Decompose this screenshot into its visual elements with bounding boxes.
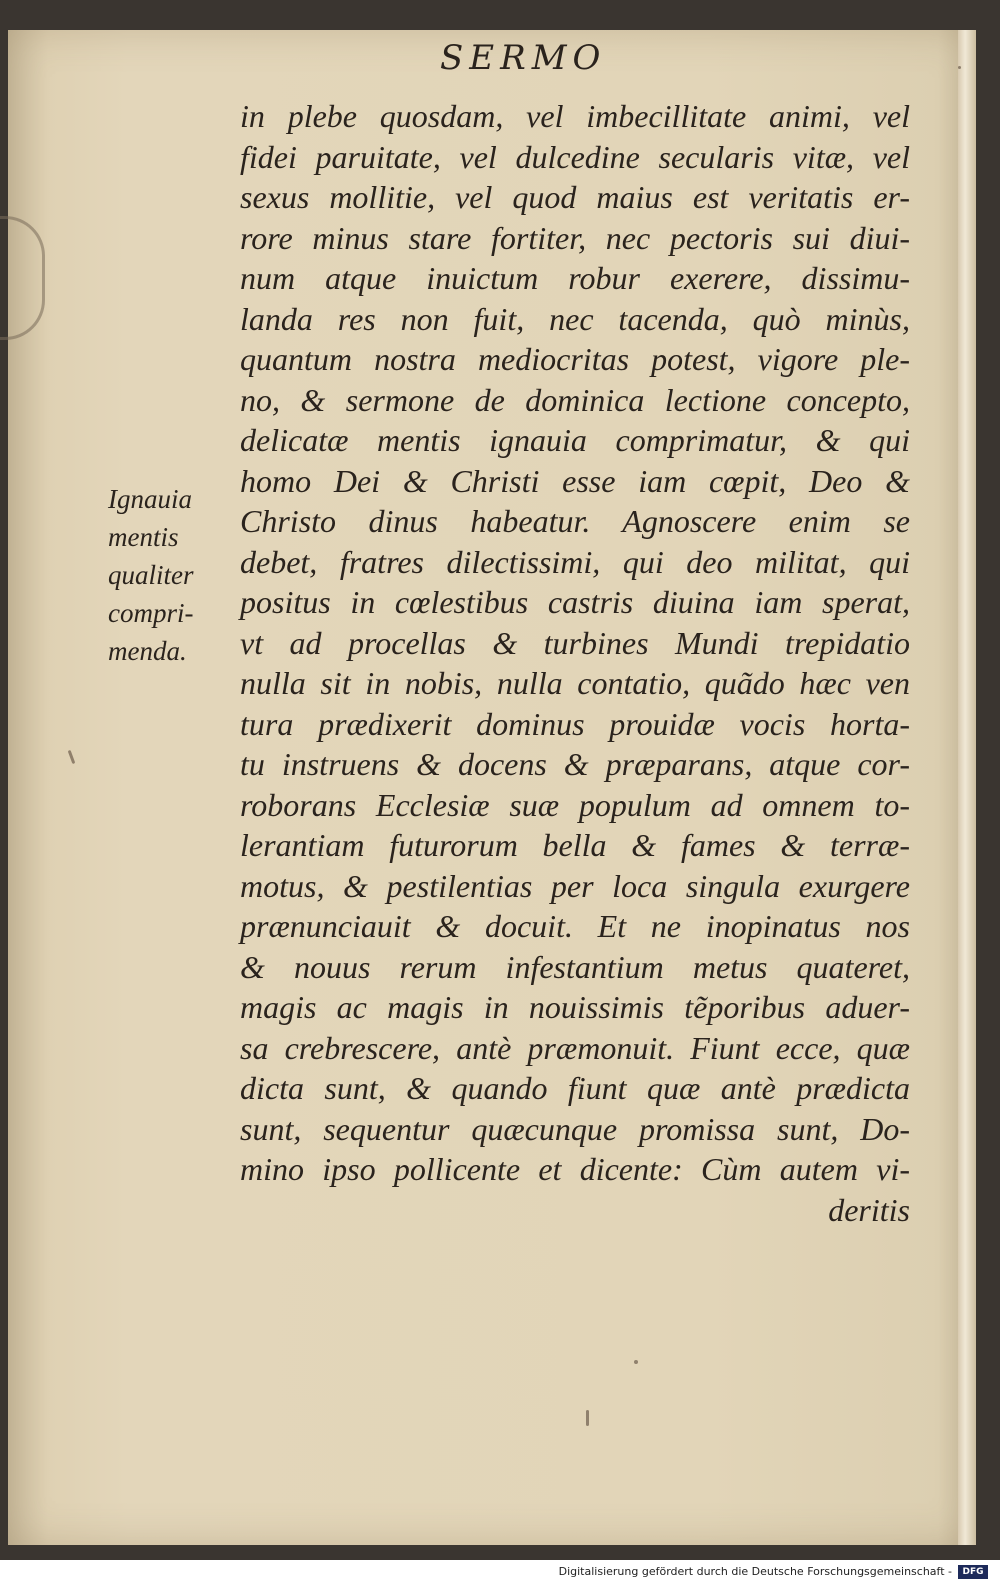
paper-speck — [586, 1410, 589, 1426]
dfg-logo: DFG — [958, 1565, 988, 1579]
marginal-line: menda. — [108, 636, 187, 666]
text-line: sunt, sequentur quæcunque promissa sunt, Do- — [240, 1110, 910, 1147]
text-line: fidei paruitate, vel dulcedine secularis vitæ, vel — [240, 138, 910, 175]
running-head: SERMO — [440, 38, 607, 78]
paper-speck — [68, 750, 76, 764]
paper-speck — [958, 66, 961, 69]
body-text — [240, 96, 910, 1230]
page-edge — [958, 30, 976, 1545]
text-line: mino ipso pollicente et dicente: Cùm autem vi- — [240, 1151, 910, 1187]
text-line: lerantiam futurorum bella & fames & terræ- — [240, 827, 910, 863]
text-line: vt ad procellas & turbines Mundi trepidatio — [240, 624, 910, 661]
text-line: Christo dinus habeatur. Agnoscere enim se — [240, 503, 910, 539]
text-line: rore minus stare fortiter, nec pectoris sui diui- — [240, 219, 910, 256]
text-line: num atque inuictum robur exerere, dissimu- — [240, 260, 910, 296]
text-line: in plebe quosdam, vel imbecillitate animi, vel — [240, 98, 910, 134]
text-line: sa crebrescere, antè præmonuit. Fiunt ecce, quæ — [240, 1029, 910, 1066]
text-line: prænunciauit & docuit. Et ne inopinatus nos — [240, 908, 910, 944]
text-line: & nouus rerum infestantium metus quateret, — [240, 948, 910, 985]
text-line: homo Dei & Christi esse iam cœpit, Deo & — [240, 462, 910, 499]
text-line: sexus mollitie, vel quod maius est veritatis er- — [240, 179, 910, 215]
binding-clasp-mark — [0, 216, 45, 340]
text-line: no, & sermone de dominica lectione concepto, — [240, 381, 910, 418]
footer-credit: Digitalisierung gefördert durch die Deutsche Forschungsgemeinschaft - — [558, 1565, 952, 1578]
text-line: quantum nostra mediocritas potest, vigore ple- — [240, 341, 910, 377]
text-line: magis ac magis in nouissimis tẽporibus aduer- — [240, 989, 910, 1025]
text-line: positus in cœlestibus castris diuina iam sperat, — [240, 584, 910, 620]
catchword: deritis — [828, 1191, 910, 1228]
text-line: tu instruens & docens & præparans, atque cor- — [240, 746, 910, 782]
marginal-line: qualiter — [108, 560, 194, 590]
text-line: landa res non fuit, nec tacenda, quò minùs, — [240, 300, 910, 337]
marginal-line: compri- — [108, 598, 194, 628]
text-line: nulla sit in nobis, nulla contatio, quãdo hæc ven — [240, 665, 910, 701]
marginal-line: mentis — [108, 522, 179, 552]
text-line: tura prædixerit dominus prouidæ vocis horta- — [240, 705, 910, 742]
marginal-note — [108, 480, 238, 670]
footer-bar — [0, 1560, 1000, 1585]
text-line: roborans Ecclesiæ suæ populum ad omnem to- — [240, 786, 910, 823]
text-line: dicta sunt, & quando fiunt quæ antè prædicta — [240, 1070, 910, 1106]
text-line: debet, fratres dilectissimi, qui deo militat, qui — [240, 543, 910, 580]
text-line: delicatæ mentis ignauia comprimatur, & qui — [240, 422, 910, 458]
paper-speck — [634, 1360, 638, 1364]
marginal-line: Ignauia — [108, 484, 192, 514]
text-line: motus, & pestilentias per loca singula exurgere — [240, 867, 910, 904]
